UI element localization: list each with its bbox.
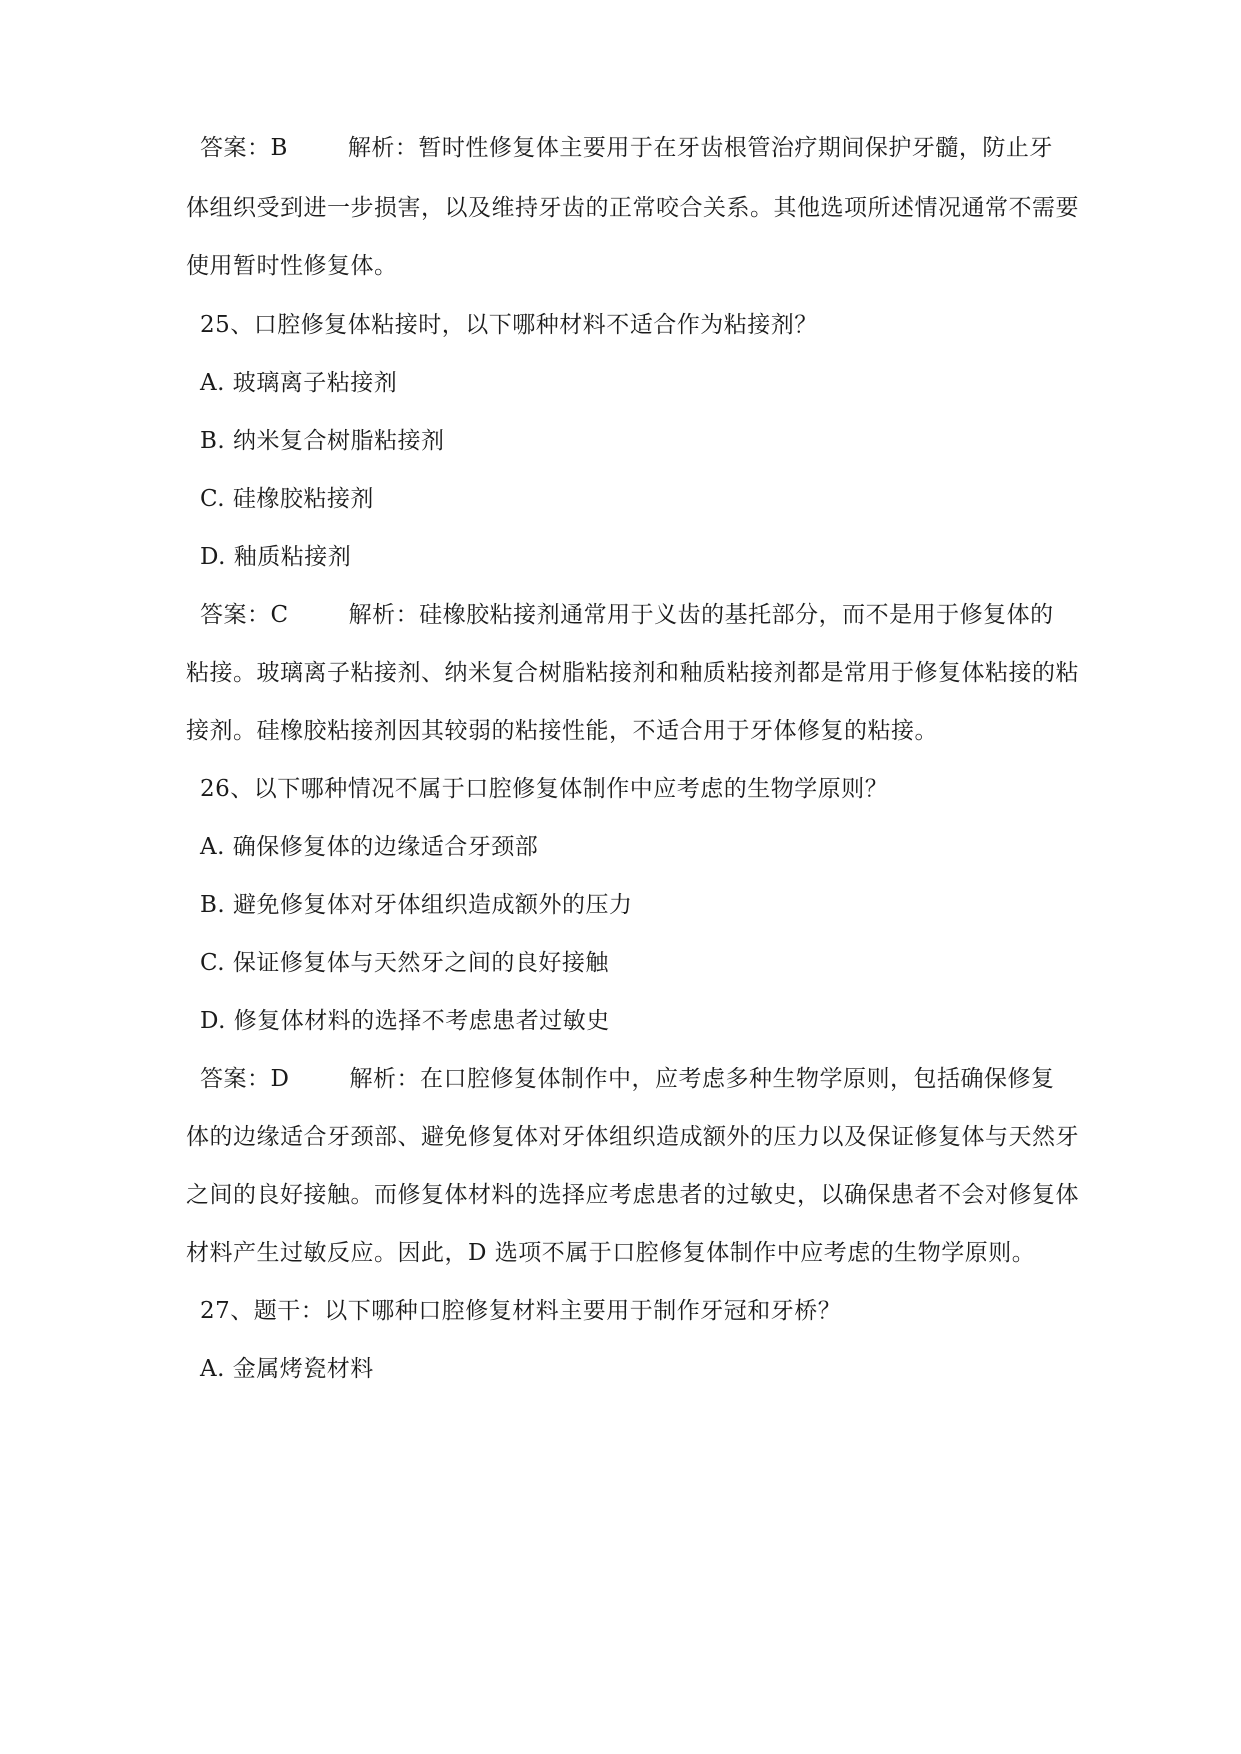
answer-line [200,1064,1100,1094]
answer-line [200,600,1100,630]
answer-label: 答案：B [200,135,288,161]
answer-line [200,133,1100,163]
explanation-line: 体的边缘适合牙颈部、避免修复体对牙体组织造成额外的压力以及保证修复体与天然牙 [186,1124,1079,1150]
option-a: A. 玻璃离子粘接剂 [200,370,398,396]
explanation-line: 粘接。玻璃离子粘接剂、纳米复合树脂粘接剂和釉质粘接剂都是常用于修复体粘接的粘 [186,660,1079,686]
option-c: C. 硅橡胶粘接剂 [200,486,374,512]
answer-label: 答案：D [200,1066,290,1092]
option-d: D. 修复体材料的选择不考虑患者过敏史 [200,1008,610,1034]
explanation-text: 解析：在口腔修复体制作中，应考虑多种生物学原则，包括确保修复 [349,1066,1055,1092]
option-a: A. 金属烤瓷材料 [200,1356,374,1382]
explanation-text: 解析：硅橡胶粘接剂通常用于义齿的基托部分，而不是用于修复体的 [348,602,1054,628]
explanation-text: 解析：暂时性修复体主要用于在牙齿根管治疗期间保护牙髓，防止牙 [347,135,1053,161]
answer-label: 答案：C [200,602,289,628]
explanation-line: 使用暂时性修复体。 [186,253,398,279]
option-d: D. 釉质粘接剂 [200,544,352,570]
option-a: A. 确保修复体的边缘适合牙颈部 [200,834,539,860]
question-25: 25、口腔修复体粘接时，以下哪种材料不适合作为粘接剂？ [200,312,818,338]
question-26: 26、以下哪种情况不属于口腔修复体制作中应考虑的生物学原则？ [200,776,889,802]
option-c: C. 保证修复体与天然牙之间的良好接触 [200,950,609,976]
question-27: 27、题干：以下哪种口腔修复材料主要用于制作牙冠和牙桥？ [200,1298,842,1324]
explanation-line: 体组织受到进一步损害，以及维持牙齿的正常咬合关系。其他选项所述情况通常不需要 [186,195,1079,221]
option-b: B. 纳米复合树脂粘接剂 [200,428,445,454]
explanation-line: 接剂。硅橡胶粘接剂因其较弱的粘接性能，不适合用于牙体修复的粘接。 [186,718,938,744]
explanation-line: 之间的良好接触。而修复体材料的选择应考虑患者的过敏史，以确保患者不会对修复体 [186,1182,1079,1208]
option-b: B. 避免修复体对牙体组织造成额外的压力 [200,892,633,918]
explanation-line: 材料产生过敏反应。因此，D 选项不属于口腔修复体制作中应考虑的生物学原则。 [186,1240,1036,1266]
